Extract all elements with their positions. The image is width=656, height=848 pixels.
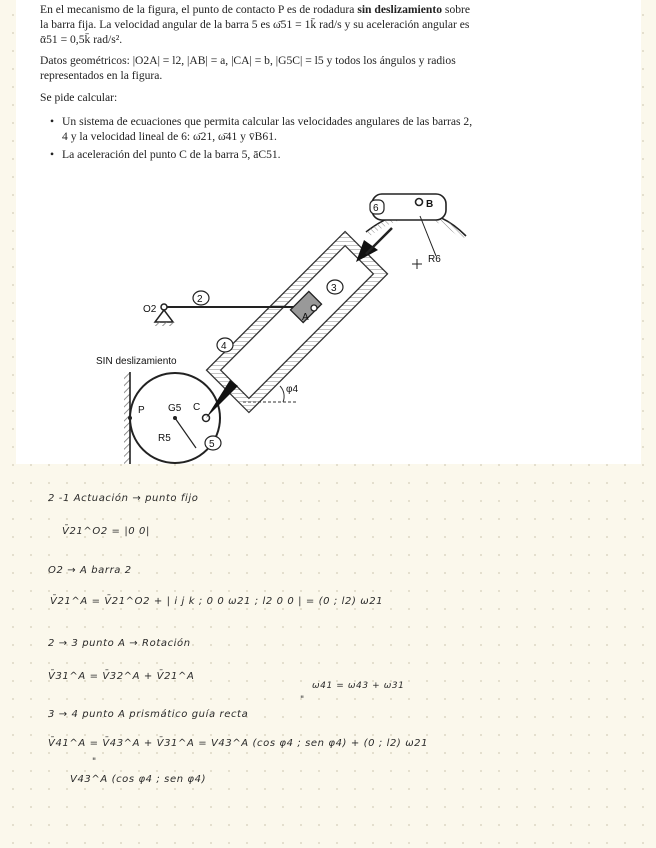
note-line-8: " xyxy=(300,695,305,705)
pin-a xyxy=(311,305,317,311)
label-phi4: φ4 xyxy=(286,384,299,395)
intro-line-3: ᾱ51 = 0,5k̄ rad/s². xyxy=(40,33,123,46)
bullet-item-1: • Un sistema de ecuaciones que permita calcular las velocidades angulares de las barras 2, 4 y la velocidad lineal de 6: ω̄21, ω̄41 y v̄B61. xyxy=(62,114,562,144)
note-line-11: " xyxy=(92,757,97,767)
note-line-3: O2 → A barra 2 xyxy=(48,565,132,576)
note-line-5: 2 → 3 punto A → Rotación xyxy=(48,638,191,649)
label-2: 2 xyxy=(197,294,203,305)
note-line-12: V43^A (cos φ4 ; sen φ4) xyxy=(70,774,207,785)
note-line-10: V̄41^A = V̄43^A + V̄31^A = V43^A (cos φ4 ; sen φ4) + (0 ; l2) ω21 xyxy=(48,738,429,749)
note-line-6: V̄31^A = V̄32^A + V̄21^A xyxy=(48,671,195,682)
label-a: A xyxy=(302,312,309,323)
caption-sin-deslizamiento: SIN deslizamiento xyxy=(96,356,177,367)
contact-point-p-dot xyxy=(128,416,132,420)
pivot-o2-ground xyxy=(153,322,175,326)
label-4: 4 xyxy=(221,341,227,352)
pin-b xyxy=(416,199,423,206)
paragraph-ask: Se pide calcular: xyxy=(40,91,118,104)
label-g5: G5 xyxy=(168,403,182,414)
bullet-item-2: • La aceleración del punto C de la barra 5, āC51. xyxy=(62,147,562,162)
label-r5: R5 xyxy=(158,433,171,444)
note-line-4: V̄21^A = V̄21^O2 + | i j k ; 0 0 ω21 ; l2 0 0 | = (0 ; l2) ω21 xyxy=(50,596,384,607)
radius-r6-line xyxy=(420,216,436,256)
label-6: 6 xyxy=(373,203,379,214)
label-3: 3 xyxy=(331,283,337,294)
note-line-7: ω41 = ω43 + ω31 xyxy=(312,681,405,691)
label-r6: R6 xyxy=(428,254,441,265)
radius-r5-line xyxy=(175,418,196,448)
center-g5-dot xyxy=(173,416,177,420)
phi4-arc xyxy=(280,386,284,402)
label-p: P xyxy=(138,405,145,416)
label-c: C xyxy=(193,402,201,413)
note-line-9: 3 → 4 punto A prismático guía recta xyxy=(48,709,249,720)
bold-sin-deslizamiento: sin deslizamiento xyxy=(357,3,443,16)
geometric-line-2: representados en la figura. xyxy=(40,69,163,82)
geometric-line-1: Datos geométricos: |O2A| = l2, |AB| = a, |CA| = b, |G5C| = l5 y todos los ángulos y radios xyxy=(40,54,456,67)
label-o2: O2 xyxy=(143,304,157,315)
note-line-2: V̄21^O2 = |0 0| xyxy=(62,526,150,537)
label-5: 5 xyxy=(209,439,215,450)
label-b: B xyxy=(426,199,434,210)
intro-line-2: la barra fija. La velocidad angular de la barra 5 es ω̄51 = 1k̄ rad/s y su aceleración angular es xyxy=(40,18,470,31)
pivot-o2-support xyxy=(155,310,173,322)
note-line-1: 2 -1 Actuación → punto fijo xyxy=(48,493,199,504)
intro-line-1: En el mecanismo de la figura, el punto de contacto P es de rodadura sin deslizamiento sobre xyxy=(40,3,471,16)
